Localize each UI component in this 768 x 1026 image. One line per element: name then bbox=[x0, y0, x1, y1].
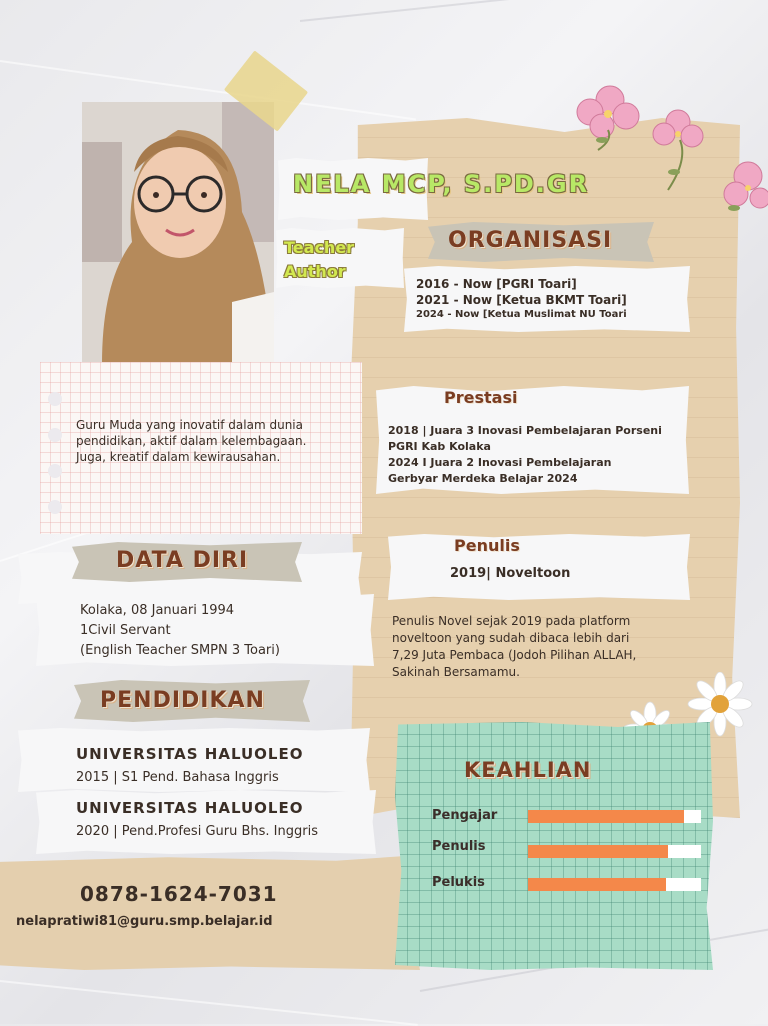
penulis-description-line: Penulis Novel sejak 2019 pada platform bbox=[392, 614, 631, 628]
data-diri-birth: Kolaka, 08 Januari 1994 bbox=[80, 603, 235, 618]
penulis-description-line: 7,29 Juta Pembaca (Jodoh Pilihan ALLAH, bbox=[392, 648, 637, 662]
organisasi-title: ORGANISASI bbox=[448, 228, 613, 253]
prestasi-line: PGRI Kab Kolaka bbox=[388, 440, 491, 453]
keahlian-title: KEAHLIAN bbox=[464, 758, 592, 782]
paper-crease bbox=[0, 980, 418, 1026]
pink-flowers-decoration bbox=[568, 80, 768, 230]
skill-label-penulis: Penulis bbox=[432, 839, 486, 854]
summary-line: Guru Muda yang inovatif dalam dunia bbox=[76, 418, 303, 432]
skill-bar-fill bbox=[528, 878, 666, 891]
pendidikan-detail: 2020 | Pend.Profesi Guru Bhs. Inggris bbox=[76, 824, 318, 839]
contact-kraft-paper bbox=[0, 855, 420, 970]
data-diri-workplace: (English Teacher SMPN 3 Toari) bbox=[80, 643, 280, 658]
organisasi-item: 2021 - Now [Ketua BKMT Toari] bbox=[416, 293, 627, 307]
skill-bar-fill bbox=[528, 845, 668, 858]
prestasi-title: Prestasi bbox=[444, 388, 518, 407]
prestasi-line: 2024 I Juara 2 Inovasi Pembelajaran bbox=[388, 456, 612, 469]
penulis-description-line: noveltoon yang sudah dibaca lebih dari bbox=[392, 631, 630, 645]
skill-label-pelukis: Pelukis bbox=[432, 875, 485, 890]
pendidikan-school: UNIVERSITAS HALUOLEO bbox=[76, 799, 304, 817]
skill-bar-pengajar bbox=[528, 810, 701, 823]
summary-line: pendidikan, aktif dalam kelembagaan. bbox=[76, 434, 307, 448]
penulis-entry: 2019| Noveltoon bbox=[450, 566, 571, 581]
prestasi-line: 2018 | Juara 3 Inovasi Pembelajaran Porseni bbox=[388, 424, 662, 437]
organisasi-item: 2016 - Now [PGRI Toari] bbox=[416, 277, 577, 291]
skill-bar-pelukis bbox=[528, 878, 701, 891]
role-teacher: Teacher bbox=[284, 238, 355, 257]
penulis-description-line: Sakinah Bersamamu. bbox=[392, 665, 520, 679]
skill-label-pengajar: Pengajar bbox=[432, 808, 498, 823]
penulis-title: Penulis bbox=[454, 536, 520, 555]
pendidikan-detail: 2015 | S1 Pend. Bahasa Inggris bbox=[76, 770, 279, 785]
organisasi-item: 2024 - Now [Ketua Muslimat NU Toari bbox=[416, 309, 627, 320]
contact-email: nelapratiwi81@guru.smp.belajar.id bbox=[16, 914, 273, 929]
profile-photo bbox=[82, 102, 274, 364]
contact-phone: 0878-1624-7031 bbox=[80, 882, 278, 906]
data-diri-job: 1Civil Servant bbox=[80, 623, 171, 638]
pendidikan-title: PENDIDIKAN bbox=[100, 688, 265, 713]
pendidikan-school: UNIVERSITAS HALUOLEO bbox=[76, 745, 304, 763]
skill-bar-fill bbox=[528, 810, 684, 823]
skill-bar-penulis bbox=[528, 845, 701, 858]
prestasi-line: Gerbyar Merdeka Belajar 2024 bbox=[388, 472, 578, 485]
profile-name: NELA MCP, S.PD.GR bbox=[293, 170, 590, 198]
role-author: Author bbox=[284, 262, 346, 281]
data-diri-title: DATA DIRI bbox=[116, 548, 249, 573]
summary-line: Juga, kreatif dalam kewirausahan. bbox=[76, 450, 281, 464]
paper-crease bbox=[300, 0, 768, 22]
